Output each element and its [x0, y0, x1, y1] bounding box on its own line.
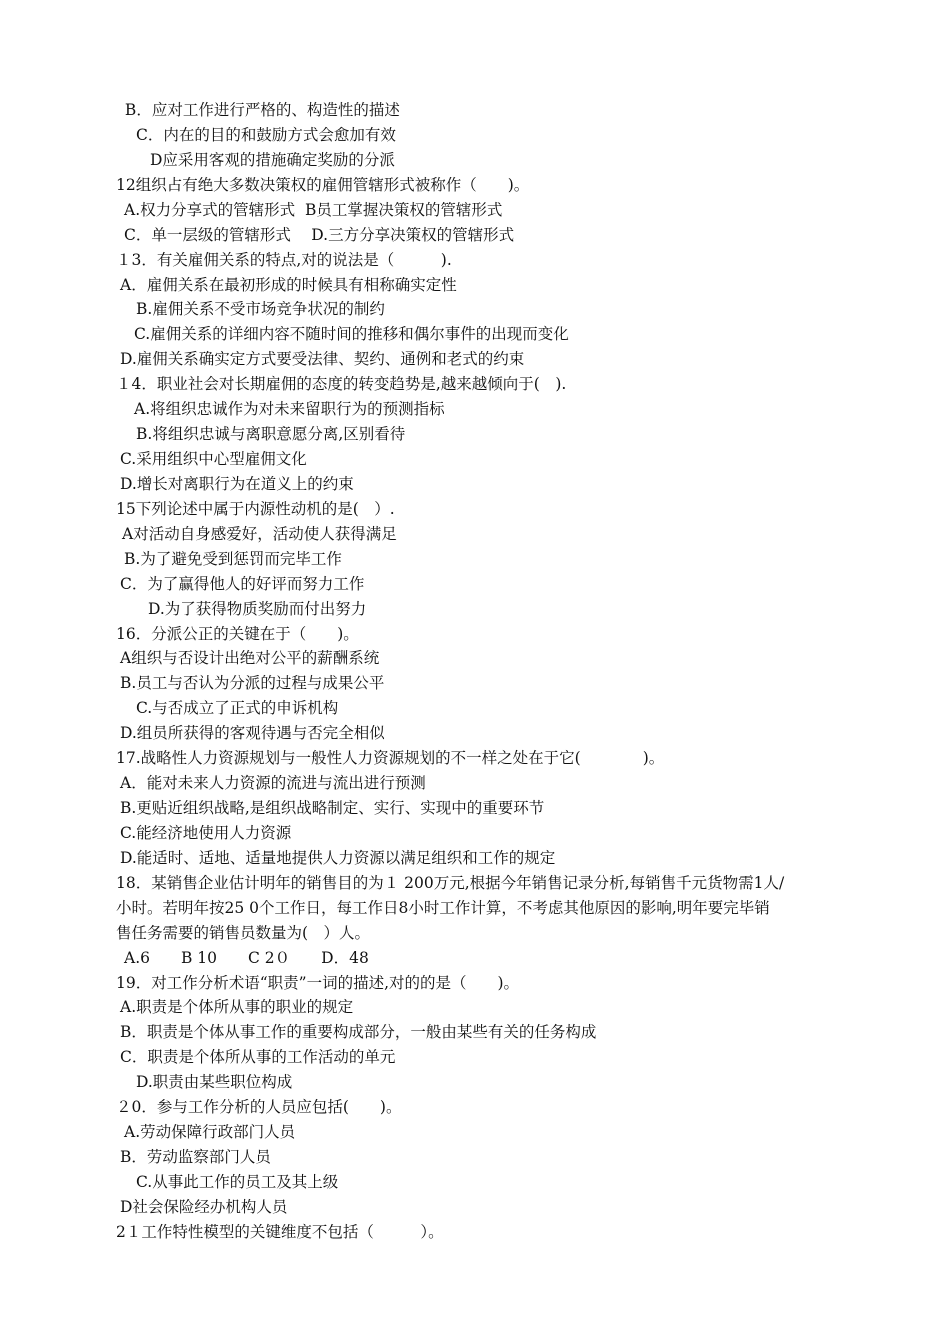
- text-line: C．单一层级的管辖形式 D.三方分享决策权的管辖形式: [124, 225, 515, 244]
- text-line: ２0．参与工作分析的人员应包括( )。: [116, 1098, 402, 1117]
- text-line: A.劳动保障行政部门人员: [124, 1123, 296, 1142]
- text-line: C．内在的目的和鼓励方式会愈加有效: [136, 125, 396, 144]
- text-line: C.雇佣关系的详细内容不随时间的推移和偶尔事件的出现而变化: [134, 325, 569, 344]
- text-line: D.职责由某些职位构成: [136, 1073, 293, 1092]
- text-line: D.组员所获得的客观待遇与否完全相似: [120, 724, 385, 743]
- text-line: B.员工与否认为分派的过程与成果公平: [120, 674, 385, 693]
- text-line: B.更贴近组织战略,是组织战略制定、实行、实现中的重要环节: [120, 799, 545, 818]
- text-line: A．雇佣关系在最初形成的时候具有相称确实定性: [120, 275, 457, 294]
- text-line: D.能适时、适地、适量地提供人力资源以满足组织和工作的规定: [120, 848, 556, 867]
- text-line: 售任务需要的销售员数量为( ）人。: [116, 923, 371, 942]
- text-line: 15下列论述中属于内源性动机的是( ）.: [116, 499, 395, 518]
- text-line: B.将组织忠诚与离职意愿分离,区别看待: [136, 425, 406, 444]
- text-line: C.能经济地使用人力资源: [120, 823, 292, 842]
- text-line: A.6 B 10 C 2０ D．48: [124, 948, 369, 967]
- text-line: A.权力分享式的管辖形式 B员工掌握决策权的管辖形式: [124, 200, 503, 219]
- text-line: C．为了赢得他人的好评而努力工作: [120, 574, 365, 593]
- text-line: １4．职业社会对长期雇佣的态度的转变趋势是,越来越倾向于( ).: [116, 375, 567, 394]
- text-line: 16．分派公正的关键在于（ )。: [116, 624, 359, 643]
- text-line: B．职责是个体从事工作的重要构成部分，一般由某些有关的任务构成: [120, 1023, 597, 1042]
- text-line: 19．对工作分析术语“职责”一词的描述,对的的是（ )。: [116, 973, 520, 992]
- text-line: A组织与否设计出绝对公平的薪酬系统: [120, 649, 380, 668]
- text-line: １3．有关雇佣关系的特点,对的说法是（ ).: [116, 250, 452, 269]
- text-line: 17.战略性人力资源规划与一般性人力资源规划的不一样之处在于它( )。: [116, 749, 665, 768]
- text-line: D应采用客观的措施确定奖励的分派: [150, 150, 395, 169]
- text-line: 小时。若明年按25 0个工作日，每工作日8小时工作计算，不考虑其他原因的影响,明年要完毕销: [116, 898, 770, 917]
- text-line: C.从事此工作的员工及其上级: [136, 1172, 339, 1191]
- text-line: A.职责是个体所从事的职业的规定: [120, 998, 354, 1017]
- text-line: C．职责是个体所从事的工作活动的单元: [120, 1048, 396, 1067]
- text-line: D.为了获得物质奖励而付出努力: [148, 599, 367, 618]
- text-line: B．劳动监察部门人员: [120, 1148, 271, 1167]
- text-line: D.增长对离职行为在道义上的约束: [120, 474, 354, 493]
- text-line: A对活动自身感爱好，活动使人获得满足: [122, 524, 397, 543]
- text-line: C.与否成立了正式的申诉机构: [136, 699, 339, 718]
- text-line: B.雇佣关系不受市场竞争状况的制约: [136, 300, 385, 319]
- text-line: A.将组织忠诚作为对未来留职行为的预测指标: [134, 400, 445, 419]
- text-line: B.为了避免受到惩罚而完毕工作: [124, 549, 342, 568]
- text-line: D.雇佣关系确实定方式要受法律、契约、通例和老式的约束: [120, 350, 525, 369]
- text-line: 12组织占有绝大多数决策权的雇佣管辖形式被称作（ )。: [116, 175, 530, 194]
- text-line: 2１工作特性模型的关键维度不包括（ ）。: [116, 1222, 444, 1241]
- text-line: C.采用组织中心型雇佣文化: [120, 450, 307, 469]
- text-line: 18．某销售企业估计明年的销售目的为１ 200万元,根据今年销售记录分析,每销售千元货物需1人/: [116, 873, 785, 892]
- text-line: D社会保险经办机构人员: [120, 1197, 288, 1216]
- text-line: A．能对未来人力资源的流进与流出进行预测: [120, 774, 426, 793]
- text-line: B．应对工作进行严格的、构造性的描述: [120, 101, 400, 119]
